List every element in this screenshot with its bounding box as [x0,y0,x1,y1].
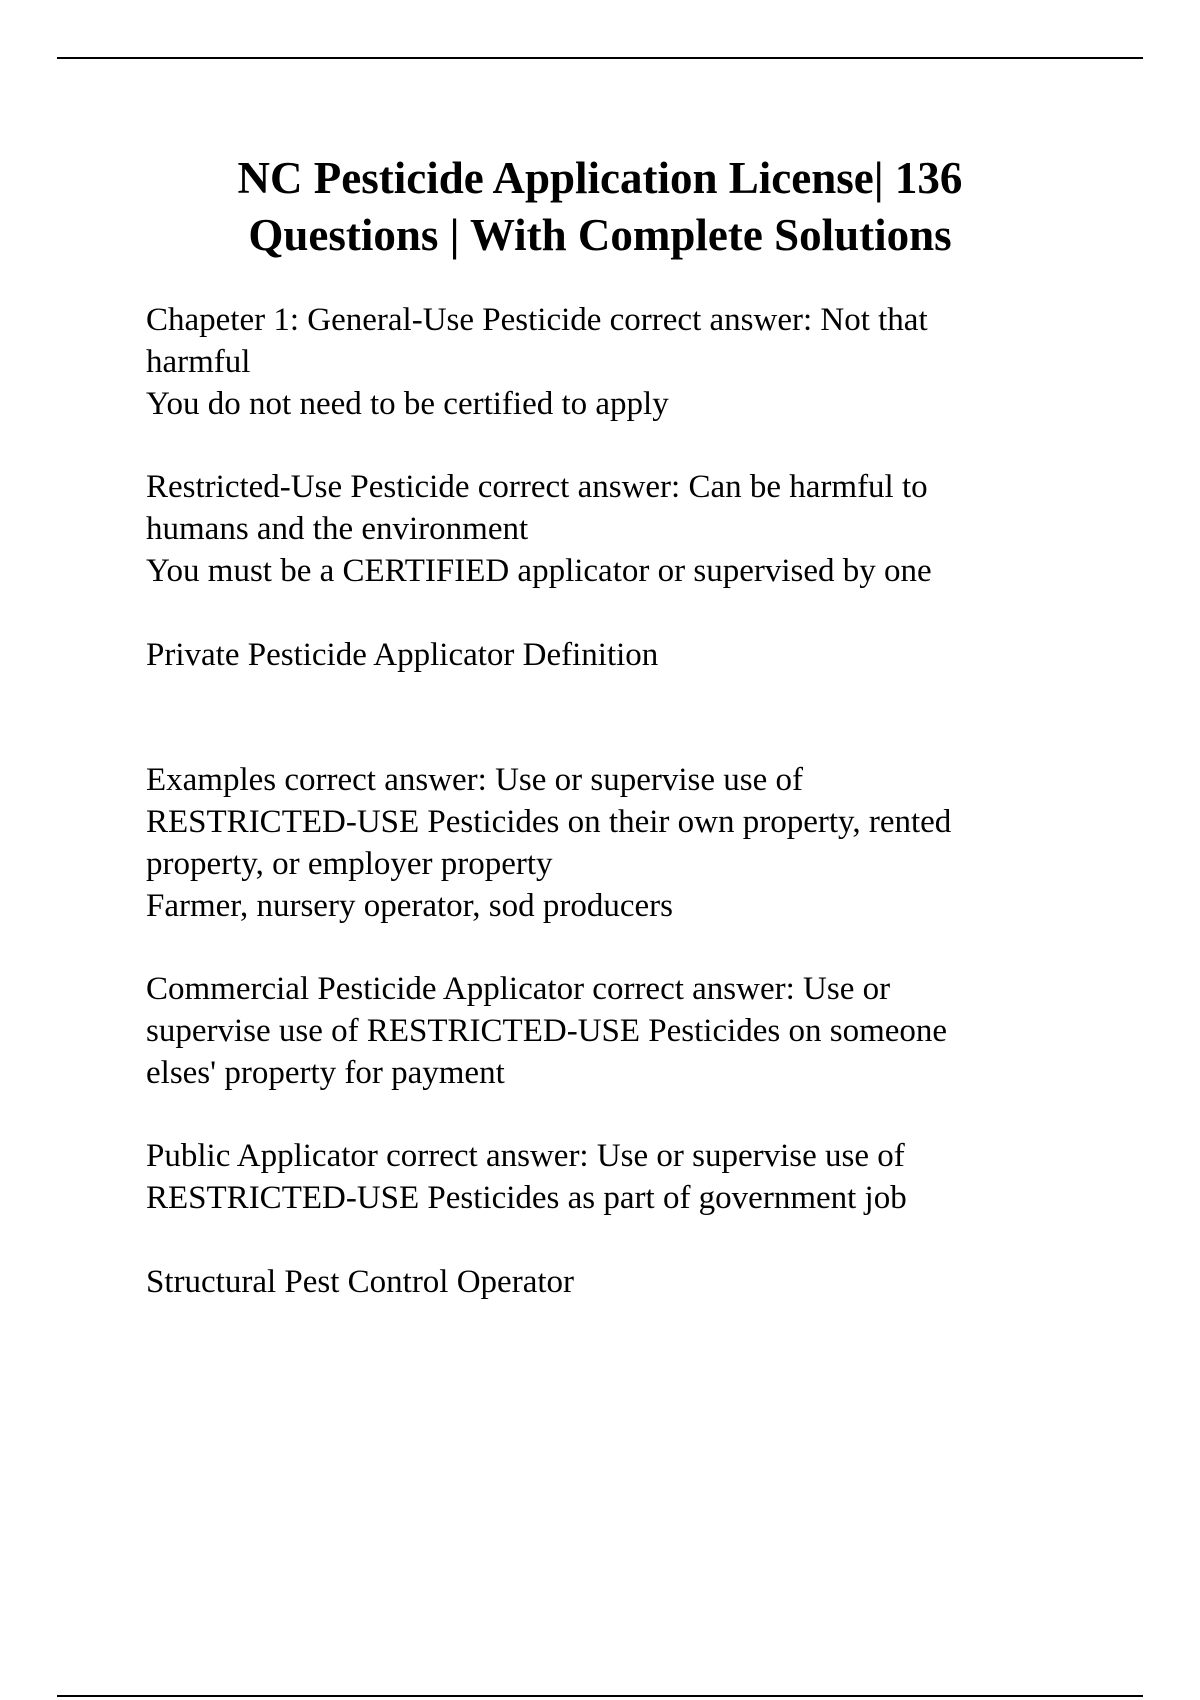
entry-line: harmful [146,344,251,380]
entry-line: You must be a CERTIFIED applicator or supervised by one [146,553,932,589]
entry-line: humans and the environment [146,511,529,547]
entry-line: Commercial Pesticide Applicator correct answer: Use or [146,971,891,1007]
entry-commercial-applicator [146,968,1076,1094]
entry-line: Chapeter 1: General-Use Pesticide correct answer: Not that [146,302,928,338]
entry-line: Restricted-Use Pesticide correct answer: Can be harmful to [146,469,928,505]
top-rule [57,57,1143,59]
bottom-rule [57,1695,1143,1697]
entry-line: supervise use of RESTRICTED-USE Pesticides on someone [146,1013,948,1049]
entry-line: Public Applicator correct answer: Use or supervise use of [146,1138,905,1174]
entry-line: Farmer, nursery operator, sod producers [146,888,674,924]
entry-general-use-pesticide [146,299,1076,425]
entry-structural-pest-control-operator [146,1261,1076,1303]
entry-line: Private Pesticide Applicator Definition [146,637,659,673]
entry-private-applicator-definition [146,634,1076,676]
title-line-2: Questions | With Complete Solutions [248,210,952,260]
entry-line: Examples correct answer: Use or supervise use of [146,762,804,798]
entry-line: RESTRICTED-USE Pesticides as part of government job [146,1180,907,1216]
document-title [0,150,1200,264]
entry-line: elses' property for payment [146,1055,505,1091]
entry-restricted-use-pesticide [146,466,1076,592]
entry-examples [146,759,1076,927]
entry-line: You do not need to be certified to apply [146,386,669,422]
entry-line: RESTRICTED-USE Pesticides on their own property, rented [146,804,952,840]
title-line-1: NC Pesticide Application License| 136 [237,153,963,203]
entry-line: Structural Pest Control Operator [146,1264,575,1300]
entry-line: property, or employer property [146,846,553,882]
entry-public-applicator [146,1135,1076,1219]
